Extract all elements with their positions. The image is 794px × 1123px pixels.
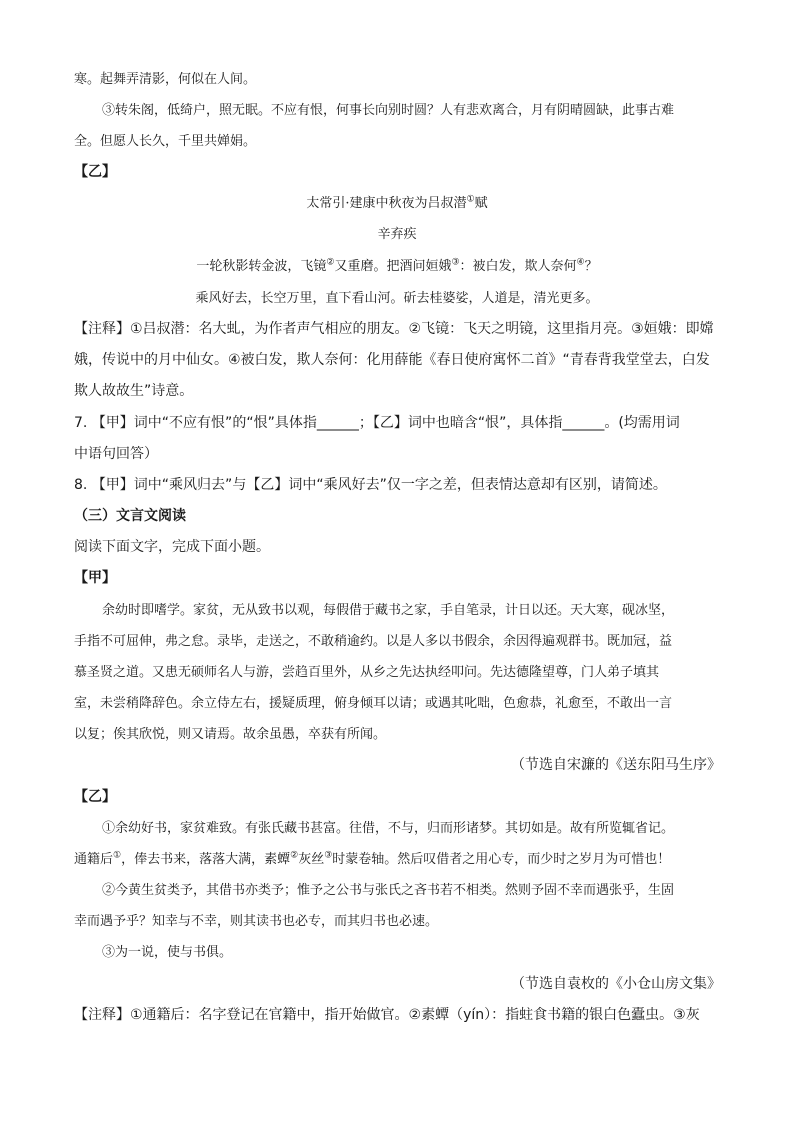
yi-text-line: ①余幼好书，家贫难致。有张氏藏书甚富。往借，不与，归而形诸梦。其切如是。故有所览辄省记。 — [102, 821, 675, 836]
jia-text-line: 手指不可屈伸，弗之怠。录毕，走送之，不敢稍逾约。以是人多以书假余，余因得遍观群书。既加冠，益 — [74, 634, 673, 649]
jia-poem-line: ③转朱阁，低绮户，照无眠。不应有恨，何事长向别时圆？人有悲欢离合，月有阴晴圆缺，此事古难 — [102, 103, 675, 118]
jia-poem-line: 寒。起舞弄清影，何似在人间。 — [74, 72, 257, 87]
jia-poem-line: 全。但愿人长久，千里共婵娟。 — [74, 134, 257, 149]
annotation-line: 【注释】①吕叔潜：名大虬，为作者声气相应的朋友。②飞镜：飞天之明镜，这里指月亮。③姮娥：即嫦 — [74, 321, 714, 337]
yi-poem-line: 乘风好去，长空万里，直下看山河。斫去桂婆娑，人道是，清光更多。 — [195, 291, 599, 306]
jia-text-line: 余幼时即嗜学。家贫，无从致书以观，每假借于藏书之家，手自笔录，计日以还。天大寒，砚冰坚， — [102, 603, 675, 618]
yi-label: 【乙】 — [74, 164, 116, 180]
jia-label: 【甲】 — [74, 570, 116, 586]
yi-poem-author: 辛弃疾 — [377, 227, 417, 242]
annotation-line: 娥，传说中的月中仙女。④被白发，欺人奈何：化用薛能《春日使府寓怀二首》“青春背我堂堂去，白发 — [74, 352, 710, 368]
yi2-label: 【乙】 — [74, 789, 116, 805]
jia-text-line: 慕圣贤之道。又患无硕师名人与游，尝趋百里外，从乡之先达执经叩问。先达德隆望尊，门人弟子填其 — [74, 665, 660, 680]
annotation-line: 欺人故故生”诗意。 — [74, 383, 194, 399]
yi-source: （节选自袁枚的《小仓山房文集》 — [511, 976, 721, 992]
question-7: 7. 【甲】词中“不应有恨”的“恨”具体指______；【乙】词中也暗含“恨”，具体指______。(均需用词 — [74, 415, 680, 431]
yi-poem-line: 一轮秋影转金波，飞镜②又重磨。把酒问姮娥③：被白发，欺人奈何④？ — [196, 257, 598, 274]
yi-text-line: ②今黄生贫类予，其借书亦类予；惟予之公书与张氏之吝书若不相类。然则予固不幸而遇张乎，生固 — [102, 883, 675, 898]
jia-text-line: 室，未尝稍降辞色。余立侍左右，援疑质理，俯身倾耳以请；或遇其叱咄，色愈恭，礼愈至，不敢出一言 — [74, 696, 673, 711]
yi-text-line: ③为一说，使与书俱。 — [102, 945, 233, 960]
jia-source: （节选自宋濂的《送东阳马生序》 — [511, 757, 721, 773]
section-heading: （三）文言文阅读 — [74, 508, 186, 524]
yi-text-line: 幸而遇予乎？知幸与不幸，则其读书也必专，而其归书也必速。 — [74, 914, 439, 929]
jia-text-line: 以复；俟其欣悦，则又请焉。故余虽愚，卒获有所闻。 — [74, 727, 387, 742]
yi-text-line: 通籍后①，俸去书来，落落大满，素蟫②灰丝③时蒙卷轴。然后叹借者之用心专，而少时之岁月为可惜也！ — [74, 850, 671, 867]
yi-poem-title: 太常引·建康中秋夜为吕叔潜①赋 — [306, 194, 488, 211]
question-7-cont: 中语句回答） — [74, 446, 158, 462]
question-8: 8. 【甲】词中“乘风归去”与【乙】词中“乘风好去”仅一字之差，但表情达意却有区别，请简述。 — [74, 477, 667, 493]
annotation-line: 【注释】①通籍后：名字登记在官籍中，指开始做官。②素蟫（yín）：指蛀食书籍的银白色蠹虫。③灰 — [74, 1007, 700, 1023]
section-instruction: 阅读下面文字，完成下面小题。 — [74, 539, 270, 555]
